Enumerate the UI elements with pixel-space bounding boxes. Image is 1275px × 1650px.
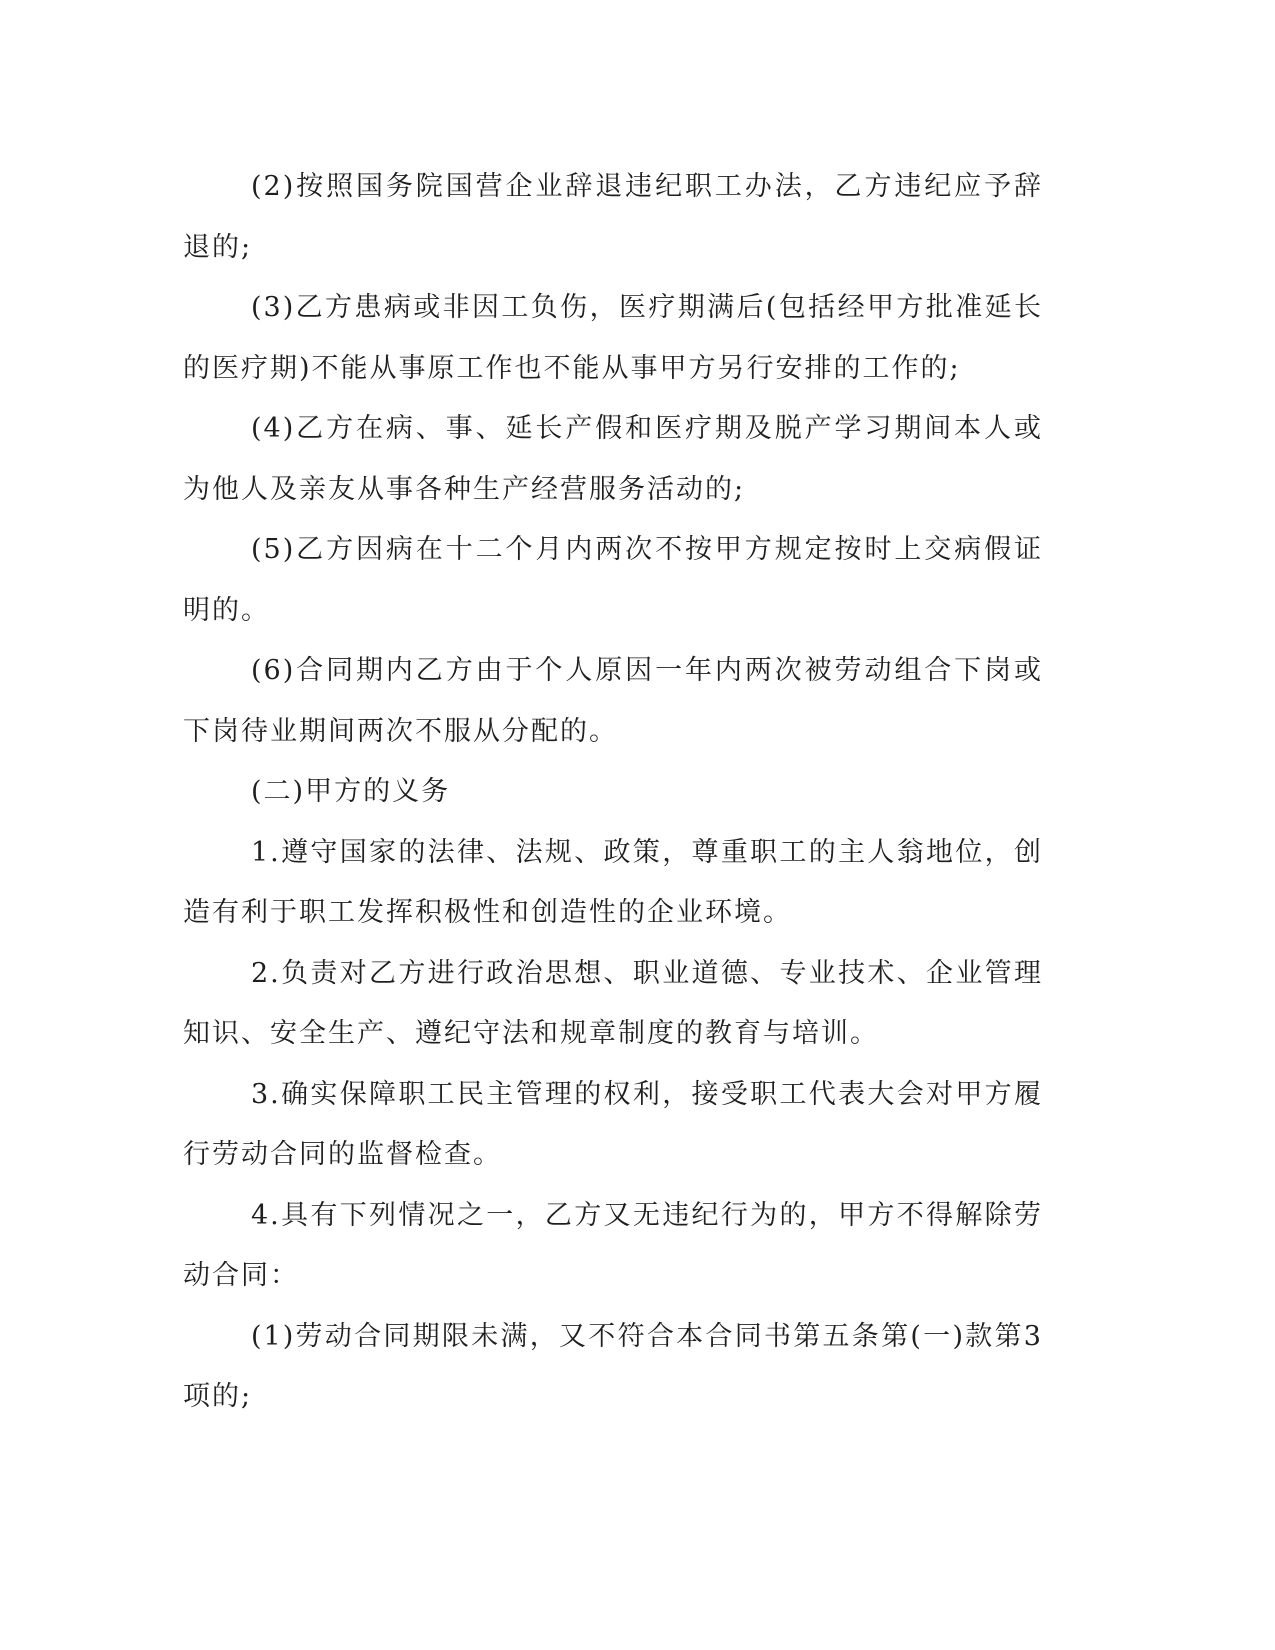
obligation-1-comply-law: 1.遵守国家的法律、法规、政策，尊重职工的主人翁地位，创造有利于职工发挥积极性和创造性的企业环境。	[183, 836, 1043, 928]
clause-6-layoff-refusal: (6)合同期内乙方由于个人原因一年内两次被劳动组合下岗或下岗待业期间两次不服从分配的。	[183, 655, 1043, 747]
clause-4-outside-business: (4)乙方在病、事、延长产假和医疗期及脱产学习期间本人或为他人及亲友从事各种生产经营服务活动的;	[183, 413, 1043, 505]
clause-2-dismissal: (2)按照国务院国营企业辞退违纪职工办法，乙方违纪应予辞退的;	[183, 171, 1043, 263]
obligation-2-training: 2.负责对乙方进行政治思想、职业道德、专业技术、企业管理知识、安全生产、遵纪守法和规章制度的教育与培训。	[183, 957, 1043, 1049]
section-heading-party-a-obligations: (二)甲方的义务	[251, 776, 451, 807]
clause-3-illness-injury: (3)乙方患病或非因工负伤，医疗期满后(包括经甲方批准延长的医疗期)不能从事原工作也不能从事甲方另行安排的工作的;	[183, 292, 1043, 384]
document-body	[183, 157, 1043, 1428]
clause-5-sick-leave-proof: (5)乙方因病在十二个月内两次不按甲方规定按时上交病假证明的。	[183, 534, 1043, 626]
obligation-3-democratic-management: 3.确实保障职工民主管理的权利，接受职工代表大会对甲方履行劳动合同的监督检查。	[183, 1078, 1043, 1170]
sub-clause-1-term-not-expired: (1)劳动合同期限未满，又不符合本合同书第五条第(一)款第3项的;	[183, 1320, 1043, 1412]
obligation-4-no-termination: 4.具有下列情况之一，乙方又无违纪行为的，甲方不得解除劳动合同：	[183, 1199, 1043, 1291]
